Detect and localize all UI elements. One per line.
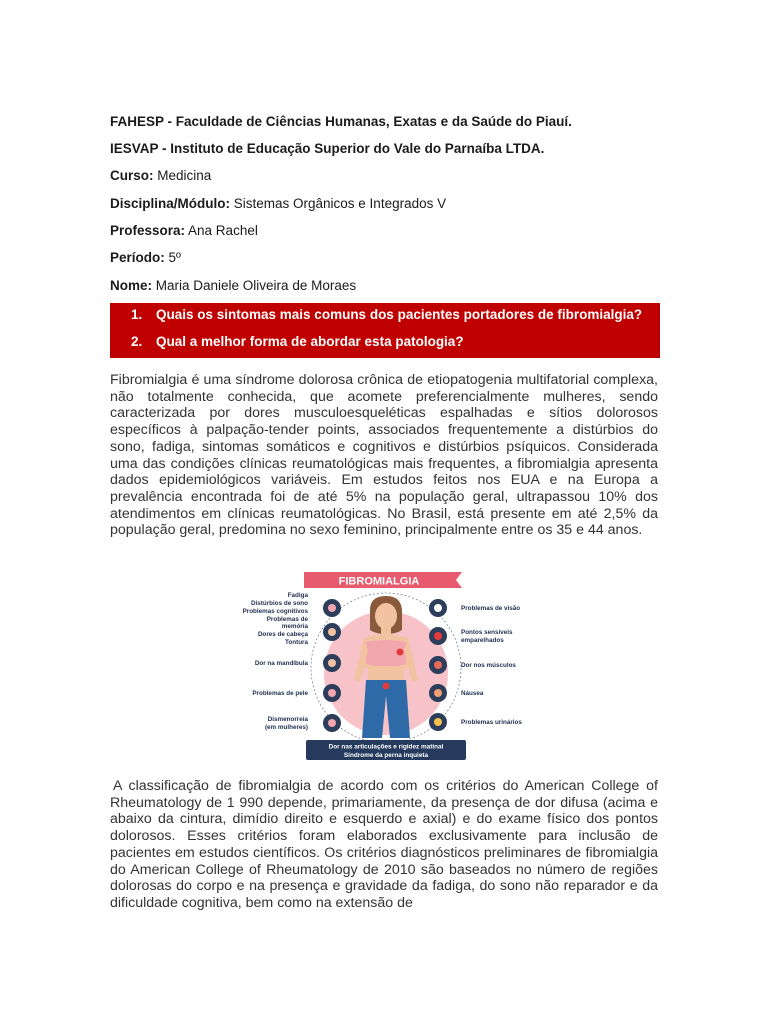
label-pontos-sensiveis: Pontos sensíveis [461, 629, 513, 636]
label-disturbios-sono: Distúrbios de sono [250, 600, 308, 607]
institution-2-text: IESVAP - Instituto de Educação Superior do Vale do Parnaíba LTDA. [110, 141, 545, 156]
paragraph-2: A classificação de fibromialgia de acordo com os critérios do American College of Rheumatology de 1 990 depende, primariamente, da presença de dor difusa (acima e abaixo da cintura, dimídio direito e esquerdo e axial) e do exame físico dos pontos dolorosos. Esses critérios foram elaborados exclusivamente para inclusão de pacientes em estudos científicos. Os critérios diagnósticos preliminares de fibromialgia do American College of Rheumatology de 2010 são baseados no número de regiões dolorosas do corpo e na presença e gravidade da fadiga, do sono não reparador e da dificuldade cognitiva, bem como na extensão de [110, 778, 658, 911]
question-2-number: 2. [131, 334, 143, 349]
figure-title: FIBROMIALGIA [338, 575, 420, 588]
periodo-value: 5º [164, 250, 181, 265]
label-dor-musculos: Dor nos músculos [461, 662, 516, 669]
institution-1-text: FAHESP - Faculdade de Ciências Humanas, Exatas e da Saúde do Piauí. [110, 114, 572, 129]
label-dores-cabeca: Dores de cabeça [257, 631, 308, 638]
questions-box [110, 303, 660, 358]
disciplina-label: Disciplina/Módulo: [110, 196, 230, 211]
question-1-text: Quais os sintomas mais comuns dos pacientes portadores de fibromialgia? [156, 307, 643, 322]
question-2 [131, 334, 464, 349]
label-tontura: Tontura [285, 639, 308, 646]
label-fadiga: Fadiga [287, 592, 308, 599]
professora-value: Ana Rachel [185, 223, 258, 238]
label-problemas-urinarios: Problemas urinários [461, 719, 522, 726]
question-1-number: 1. [131, 307, 143, 322]
professora-label: Professora: [110, 223, 186, 238]
curso-line [110, 167, 670, 185]
label-dor-mandibula: Dor na mandíbula [254, 660, 308, 667]
bottom-line-2: Síndrome da perna inquieta [343, 752, 429, 759]
nome-line [110, 277, 670, 295]
label-problemas-cognitivos: Problemas cognitivos [242, 608, 308, 615]
bottom-line-1: Dor nas articulações e rigidez matinal [328, 743, 444, 751]
label-memoria: memória [281, 623, 308, 630]
label-problemas-de: Problemas de [266, 616, 308, 623]
professora-line [110, 222, 670, 240]
institution-line-1 [110, 113, 670, 131]
institution-line-2 [110, 140, 670, 158]
curso-label: Curso: [110, 168, 154, 183]
nome-value: Maria Daniele Oliveira de Moraes [152, 278, 357, 293]
label-problemas-visao: Problemas de visão [461, 605, 521, 612]
question-2-text: Qual a melhor forma de abordar esta patologia? [156, 334, 464, 349]
label-dismenorreia: Dismenorreia [267, 716, 308, 723]
disciplina-value: Sistemas Orgânicos e Integrados V [230, 196, 447, 211]
label-emparelhados: emparelhados [461, 637, 504, 644]
periodo-line [110, 249, 670, 267]
label-nausea: Náusea [461, 690, 484, 697]
infographic-svg [224, 568, 548, 761]
question-1 [131, 307, 642, 322]
curso-value: Medicina [153, 168, 212, 183]
periodo-label: Período: [110, 250, 165, 265]
disciplina-line [110, 195, 670, 213]
nome-label: Nome: [110, 278, 153, 293]
label-problemas-pele: Problemas de pele [252, 690, 308, 697]
paragraph-1: Fibromialgia é uma síndrome dolorosa crônica de etiopatogenia multifatorial complexa, não totalmente conhecida, que acomete preferencialmente mulheres, sendo caracterizada por dores musculoesqueléticas espalhadas e sítios dolorosos específicos à palpação-tender points, associados frequentemente a distúrbios do sono, fadiga, sintomas somáticos e cognitivos e distúrbios psíquicos. Considerada uma das condições clínicas reumatológicas mais frequentes, a fibromialgia apresenta dados epidemiológicos variáveis. Em estudos feitos nos EUA e na Europa a prevalência encontrada foi de até 5% na população geral, ultrapassou 10% dos atendimentos em clínicas reumatológicas. No Brasil, está presente em até 2,5% da população geral, predomina no sexo feminino, principalmente entre os 35 e 44 anos. [110, 372, 658, 539]
label-em-mulheres: (em mulheres) [264, 724, 308, 731]
fibromialgia-infographic [224, 568, 548, 761]
